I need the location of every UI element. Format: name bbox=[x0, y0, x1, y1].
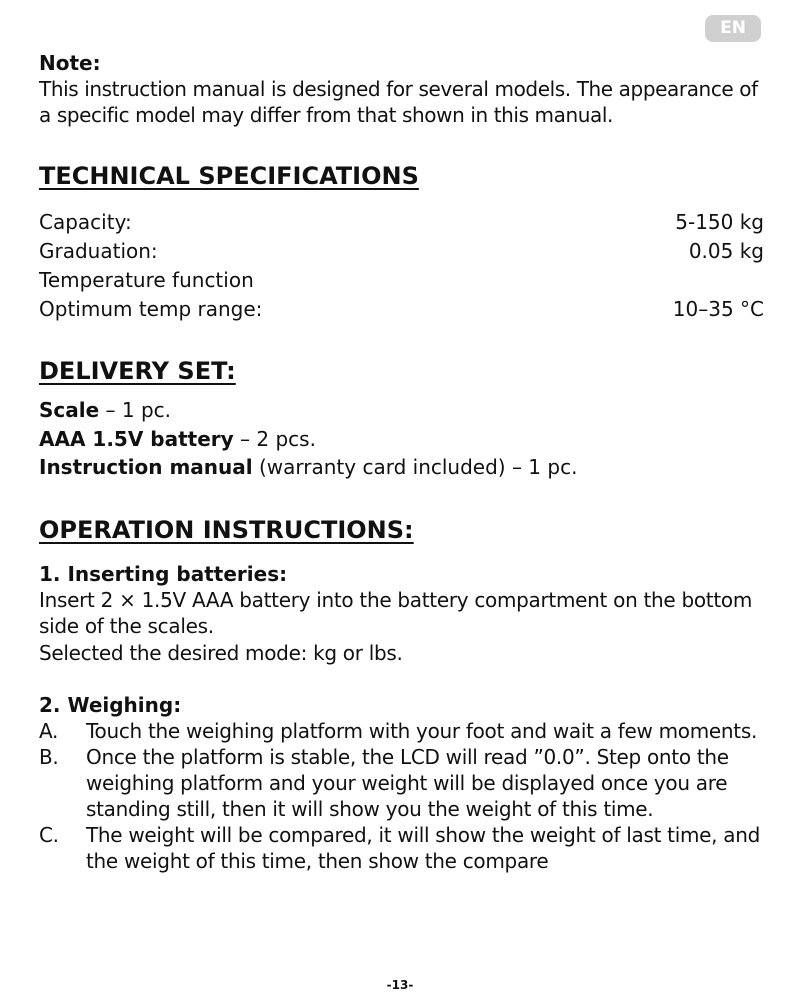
delivery-list bbox=[39, 396, 764, 482]
delivery-item-name: AAA 1.5V battery bbox=[39, 426, 234, 451]
spec-label: Temperature function bbox=[39, 268, 254, 292]
spec-value: 0.05 kg bbox=[688, 239, 764, 263]
spec-list bbox=[39, 208, 764, 324]
weighing-step-b bbox=[39, 744, 764, 822]
spec-row-graduation bbox=[39, 237, 764, 266]
note-text: This instruction manual is designed for several models. The appearance of a specific model may differ from that shown in this manual. bbox=[39, 77, 758, 127]
spec-label: Optimum temp range: bbox=[39, 297, 263, 321]
page-number: -13- bbox=[386, 978, 414, 992]
spec-value: 10–35 °C bbox=[672, 297, 764, 321]
delivery-item bbox=[39, 425, 764, 454]
language-badge: EN bbox=[705, 15, 761, 42]
weighing-steps bbox=[39, 718, 764, 874]
delivery-set-heading: DELIVERY SET: bbox=[39, 357, 236, 385]
delivery-item-name: Scale bbox=[39, 398, 100, 422]
weighing-step-c bbox=[39, 822, 764, 874]
spec-row-temperature-function bbox=[39, 266, 764, 295]
step-text: Touch the weighing platform with your foot and wait a few moments. bbox=[86, 719, 758, 743]
step-text: The weight will be compared, it will show the weight of last time, and the weight of this time, then show the compare bbox=[86, 823, 761, 873]
technical-specifications-heading: TECHNICAL SPECIFICATIONS bbox=[39, 162, 419, 190]
select-mode-text: Selected the desired mode: kg or lbs. bbox=[39, 640, 403, 665]
delivery-item-detail: – 1 pc. bbox=[99, 398, 172, 422]
inserting-batteries-title: 1. Inserting batteries: bbox=[39, 561, 288, 586]
spec-row-temp-range bbox=[39, 295, 764, 324]
spec-row-capacity bbox=[39, 208, 764, 237]
spec-label: Graduation: bbox=[39, 239, 158, 263]
delivery-item bbox=[39, 453, 764, 482]
inserting-batteries-text: Insert 2 × 1.5V AAA battery into the battery compartment on the bottom side of the scales. bbox=[39, 587, 753, 638]
operation-instructions-heading: OPERATION INSTRUCTIONS: bbox=[39, 515, 414, 544]
step-letter: C. bbox=[39, 823, 59, 847]
step-letter: B. bbox=[39, 745, 59, 769]
delivery-item bbox=[39, 396, 764, 425]
spec-label: Capacity: bbox=[39, 210, 132, 234]
note-label: Note: bbox=[39, 51, 101, 75]
delivery-item-detail: (warranty card included) – 1 pc. bbox=[252, 455, 578, 479]
weighing-title: 2. Weighing: bbox=[39, 693, 182, 717]
manual-page bbox=[39, 50, 764, 874]
delivery-item-name: Instruction manual bbox=[39, 455, 253, 479]
spec-value: 5-150 kg bbox=[675, 210, 764, 234]
step-letter: A. bbox=[39, 719, 59, 743]
step-text: Once the platform is stable, the LCD will read ”0.0”. Step onto the weighing platform and your weight will be displayed once you are standing still, then it will show you the weight of this time. bbox=[86, 745, 729, 821]
weighing-step-a bbox=[39, 718, 764, 744]
delivery-item-detail: – 2 pcs. bbox=[233, 426, 316, 451]
